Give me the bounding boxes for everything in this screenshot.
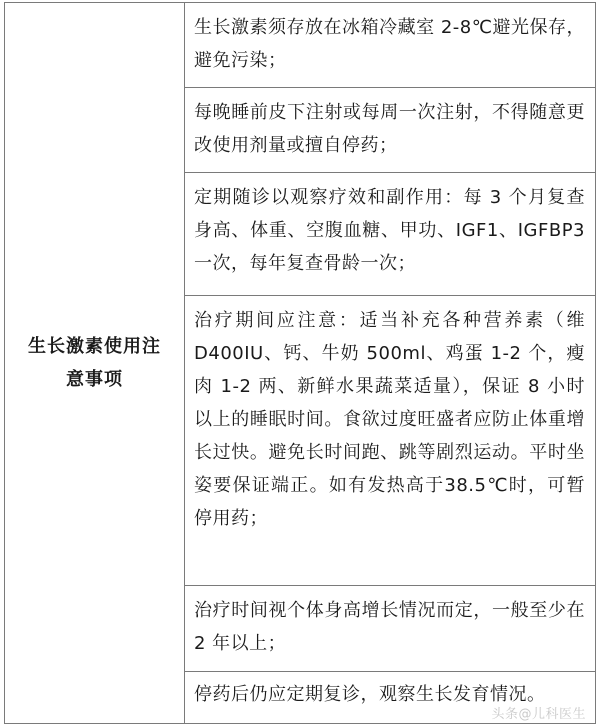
watermark: 头条@儿科医生 xyxy=(491,707,586,722)
row-header-label: 生长激素使用注意事项 xyxy=(28,336,161,390)
table-row: 治疗期间应注意：适当补充各种营养素（维D400IU、钙、牛奶 500ml、鸡蛋 1-2 个，瘦肉 1-2 两、新鲜水果蔬菜适量），保证 8 小时以上的睡眠时间。食欲过度旺盛者应防止体重增长过快。避免长时间跑、跳等剧烈运动。平时坐姿要保证端正。如有发热高于38.5℃时，可暂停用药； xyxy=(185,296,595,586)
label-cell xyxy=(5,3,185,723)
table-row: 生长激素须存放在冰箱冷藏室 2-8℃避光保存，避免污染； xyxy=(185,3,595,88)
table-row: 治疗时间视个体身高增长情况而定，一般至少在 2 年以上； xyxy=(185,586,595,672)
table-row: 停药后仍应定期复诊，观察生长发育情况。 xyxy=(194,684,546,705)
content-column xyxy=(185,3,595,723)
precautions-table xyxy=(4,2,596,724)
table-row: 定期随诊以观察疗效和副作用：每 3 个月复查身高、体重、空腹血糖、甲功、IGF1、IGFBP3一次，每年复查骨龄一次； xyxy=(185,173,595,296)
table-row: 每晚睡前皮下注射或每周一次注射，不得随意更改使用剂量或擅自停药； xyxy=(185,88,595,173)
